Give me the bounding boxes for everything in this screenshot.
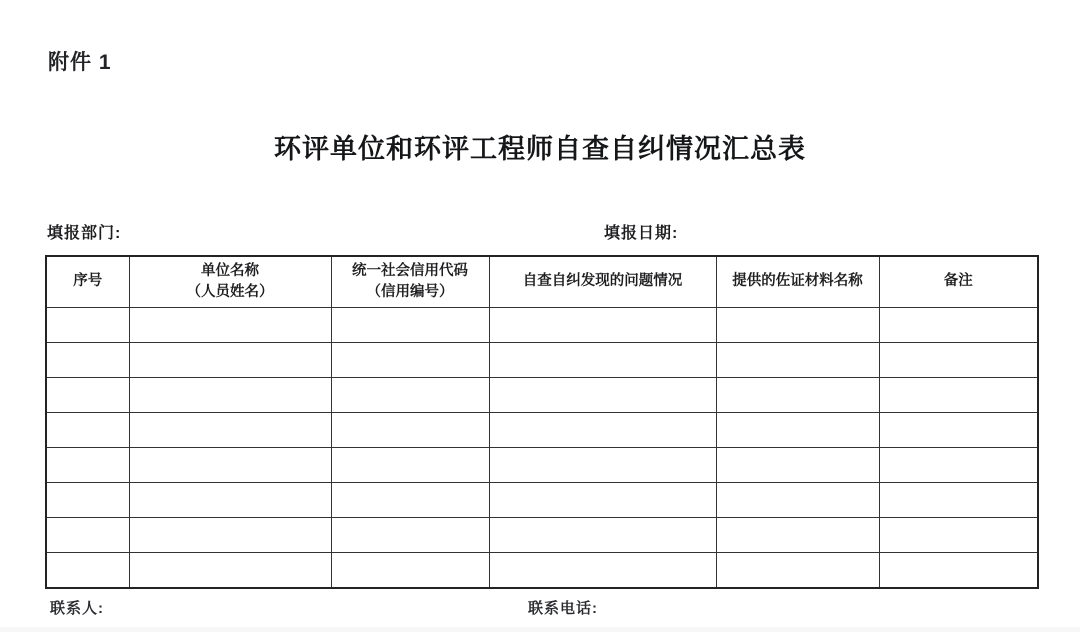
table-cell: [489, 518, 716, 553]
header-text: 单位名称: [201, 262, 259, 279]
header-text: 提供的佐证材料名称: [732, 273, 863, 290]
table-row: [46, 553, 1038, 589]
table-cell: [129, 483, 331, 518]
table-cell: [331, 413, 489, 448]
table-cell: [716, 378, 879, 413]
contact-phone-label: 联系电话:: [528, 600, 598, 617]
table-cell: [331, 518, 489, 553]
table-cell: [879, 448, 1038, 483]
header-unit-name: [129, 256, 331, 308]
table-cell: [46, 483, 129, 518]
table-cell: [129, 413, 331, 448]
table-cell: [489, 413, 716, 448]
header-text: 统一社会信用代码: [352, 262, 468, 279]
table-cell: [129, 378, 331, 413]
table-cell: [46, 308, 129, 343]
table-cell: [879, 483, 1038, 518]
table-cell: [879, 343, 1038, 378]
page-title: 环评单位和环评工程师自查自纠情况汇总表: [274, 134, 806, 164]
table-cell: [129, 518, 331, 553]
header-problems-found: [489, 256, 716, 308]
table-header: [46, 256, 1038, 308]
table-cell: [129, 308, 331, 343]
table-cell: [716, 343, 879, 378]
table-cell: [879, 518, 1038, 553]
table-cell: [331, 343, 489, 378]
table-cell: [879, 378, 1038, 413]
reporting-department-label: 填报部门:: [47, 225, 122, 242]
header-text: （信用编号）: [366, 284, 454, 300]
table-cell: [716, 413, 879, 448]
table-cell: [331, 553, 489, 589]
table-cell: [129, 343, 331, 378]
table-row: [46, 343, 1038, 378]
table-row: [46, 378, 1038, 413]
table-row: [46, 518, 1038, 553]
header-serial-number: [46, 256, 129, 308]
table-cell: [331, 378, 489, 413]
table-cell: [46, 553, 129, 589]
table-cell: [716, 483, 879, 518]
table-cell: [46, 343, 129, 378]
table-cell: [879, 553, 1038, 589]
summary-table: [45, 255, 1039, 589]
table-cell: [129, 448, 331, 483]
table-row: [46, 413, 1038, 448]
table-cell: [46, 518, 129, 553]
header-text: 自查自纠发现的问题情况: [522, 273, 683, 290]
header-text: （人员姓名）: [186, 284, 274, 300]
table-cell: [46, 378, 129, 413]
table-cell: [331, 308, 489, 343]
footer-row: [0, 597, 1080, 619]
contact-person-label: 联系人:: [50, 600, 104, 617]
page-bottom-strip: [0, 627, 1080, 632]
attachment-label: 附件 1: [48, 51, 112, 74]
table-cell: [879, 413, 1038, 448]
table-row: [46, 483, 1038, 518]
table-cell: [46, 413, 129, 448]
table-cell: [489, 343, 716, 378]
table-cell: [331, 448, 489, 483]
table-cell: [129, 553, 331, 589]
meta-row: [0, 220, 1080, 244]
table-body: [46, 308, 1038, 589]
table-cell: [879, 308, 1038, 343]
table-cell: [716, 553, 879, 589]
header-text: 序号: [73, 273, 103, 290]
table-cell: [489, 448, 716, 483]
table-row: [46, 448, 1038, 483]
table-cell: [331, 483, 489, 518]
reporting-date-label: 填报日期:: [604, 225, 679, 242]
table-cell: [716, 448, 879, 483]
header-credit-code: [331, 256, 489, 308]
table-row: [46, 308, 1038, 343]
header-text: 备注: [943, 273, 973, 290]
table-cell: [716, 518, 879, 553]
table-cell: [489, 553, 716, 589]
header-supporting-materials: [716, 256, 879, 308]
header-remarks: [879, 256, 1038, 308]
table-cell: [489, 483, 716, 518]
table-header-row: [46, 256, 1038, 308]
table-cell: [489, 308, 716, 343]
table-cell: [489, 378, 716, 413]
table-cell: [716, 308, 879, 343]
table-cell: [46, 448, 129, 483]
